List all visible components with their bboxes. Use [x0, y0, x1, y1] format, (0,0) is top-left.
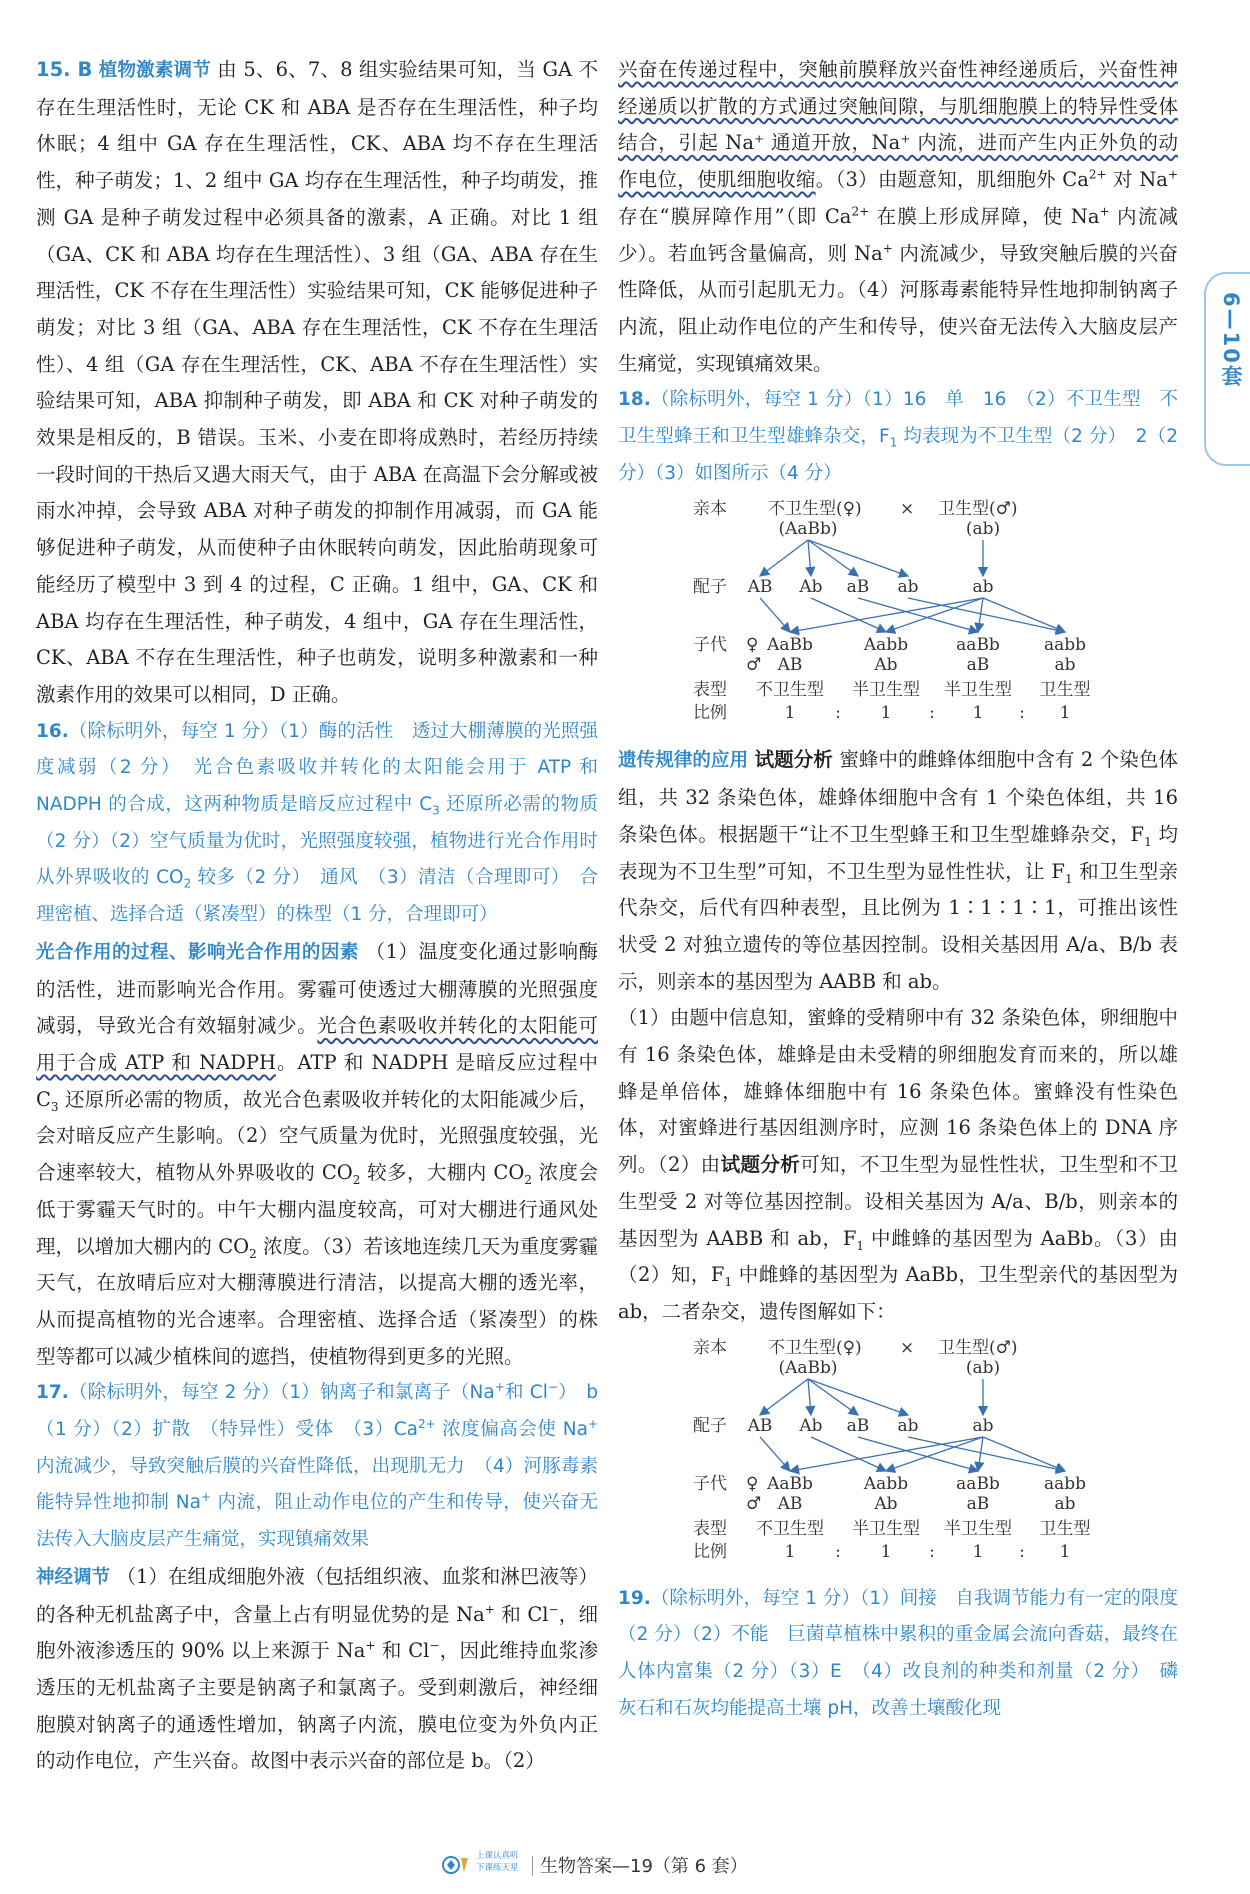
q16-wavy-underline: 光合色素吸收并转化的太阳能可用于合成 ATP 和 NADPH — [36, 1014, 598, 1074]
q17-answer-text: 和 Cl — [504, 1382, 548, 1404]
q18-exp-text: 中雌蜂的基因型为 AaBb。（3）由（2）知，F — [618, 1226, 1179, 1287]
offspring-male-gamete: Ab — [874, 1493, 898, 1514]
q18-number: 18. — [618, 389, 651, 411]
q16-answer-text: （除标明外，每空 1 分）（1）酶的活性 透过大棚薄膜的光照强度减弱（2 分） 光合色素吸收并转化的太阳能会用于 ATP 和 NADPH 的合成，这两种物质是暗反应过程中 C — [36, 720, 598, 816]
phenotype: 半卫生型 — [944, 1518, 1012, 1539]
parent-male: 卫生型(♂) — [938, 499, 1018, 520]
superscript: + — [365, 1638, 376, 1653]
ratio-separator: : — [835, 703, 841, 724]
q18-answer-text: 均表现为不卫生型（2 分） 2（2 分）（3）如图所示（4 分） — [618, 426, 1178, 484]
left-column — [36, 52, 598, 1780]
subscript: 3 — [50, 1099, 59, 1114]
cross-arrow — [808, 1379, 811, 1415]
superscript: + — [200, 1490, 212, 1505]
q17-exp-text: 内流减少）。若血钙含量偏高，则 Na — [618, 204, 1178, 265]
q18-explanation-2 — [618, 1000, 1178, 1330]
q17-exp-text: 内流减少，导致突触后膜的兴奋性降低，从而引起肌无力。（4）河豚毒素能特异性地抑制钠离子内流，阻止动作电位的产生和传导，使兴奋无法传入大脑皮层产生痛觉，实现镇痛效果。 — [618, 241, 1179, 375]
q18-exp-text: 可知，不卫生型为显性性状，卫生型和不卫生型受 2 对等位基因控制。设相关基因为 A/a、B/b，则亲本的基因型为 AABB 和 ab，F — [618, 1153, 1178, 1250]
male-symbol: ♂ — [746, 1493, 762, 1514]
cross-arrow — [760, 598, 790, 632]
ratio-separator: : — [1019, 1541, 1025, 1562]
q17-explanation-left — [36, 1559, 598, 1780]
cross-diagram-content — [693, 499, 1091, 723]
cross-arrow — [808, 1379, 908, 1415]
q17-exp-text: 和 Cl — [375, 1639, 430, 1663]
slogan-line: 上课认真听 — [476, 1851, 519, 1861]
q19-answer — [618, 1581, 1178, 1728]
page-number: 生物答案—19（第 6 套） — [540, 1856, 748, 1877]
q18-exp-text: 中雌蜂的基因型为 AaBb，卫生型亲代的基因型为 ab，二者杂交，遗传图解如下： — [618, 1263, 1178, 1323]
cross-arrow — [808, 540, 811, 576]
q17-exp-text: 和 Cl — [494, 1602, 549, 1626]
gamete-label: 配子 — [693, 1415, 727, 1436]
q17-exp-text: 存在“膜屏障作用”（即 Ca — [618, 204, 852, 228]
phenotype: 卫生型 — [1039, 680, 1091, 701]
ratio-value: 1 — [1059, 703, 1071, 724]
superscript: 2+ — [851, 204, 870, 219]
subscript: 2 — [183, 877, 192, 892]
q18-exp-text: 均表现为不卫生型”可知，不卫生型为显性性状，让 F — [618, 822, 1178, 883]
q15-number: 15. B — [36, 58, 93, 81]
cross-arrow — [983, 1437, 1065, 1471]
right-column — [618, 52, 1178, 1728]
offspring-male-gamete: aB — [966, 655, 990, 676]
cross-arrow — [908, 1437, 1065, 1471]
q19-answer-text: （除标明外，每空 1 分）（1）间接 自我调节能力有一定的限度（2 分）（2）不能 巨菌草植株中累积的重金属会流向香菇，最终在人体内富集（2 分）（3）E （4）改良剂的种类和剂量（2 分） 磷灰石和石灰均能提高土壤 pH，改善土壤酸化现 — [618, 1587, 1178, 1719]
brand-logo-icon — [441, 1852, 471, 1878]
q17-answer-text: 内流，阻止动作电位的产生和传导，使兴奋无法传入大脑皮层产生痛觉，实现镇痛效果 — [36, 1492, 598, 1551]
offspring-genotype: aaBb — [956, 635, 1000, 656]
q18-exp-bold: 试题分析 — [720, 1153, 801, 1177]
q18-exp-text: （1）由题中信息知，蜜蜂的受精卵中有 32 条染色体，卵细胞中有 16 条染色体，雄蜂是由未受精的卵细胞发育而来的，所以雄蜂是单倍体，雄蜂体细胞中有 16 条染色体。蜜蜂没有性染色体，对蜜蜂进行基因组测序时，应测 16 条染色体上的 DNA 序列。（2）由 — [618, 1006, 1178, 1177]
q18-explanation — [618, 742, 1178, 1000]
offspring-genotype: Aabb — [863, 635, 909, 656]
q16-answer-text: 较多（2 分） 通风 （3）清洁（合理即可） 合理密植、选择合适（紧凑型）的株型（1 分，合理即可） — [36, 867, 598, 926]
offspring-male-gamete: aB — [966, 1493, 990, 1514]
q16-exp-text: 。ATP 和 NADPH 是暗反应过程中 C — [36, 1050, 598, 1111]
q18-exp-text: 蜜蜂中的雌蜂体细胞中含有 2 个染色体组，共 32 条染色体，雄蜂体细胞中含有 1 个染色体组，共 16 条染色体。根据题干“让不卫生型蜂王和卫生型雄蜂杂交，F — [618, 748, 1178, 846]
q18-exp-text: 和卫生型亲代杂交，后代有四种表型，且比例为 1∶1∶1∶1，可推出该性状受 2 对独立遗传的等位基因控制。设相关基因用 A/a、B/b 表示，则亲本的基因型为 AABB 和 ab。 — [618, 859, 1178, 993]
parent-male: 卫生型(♂) — [938, 1337, 1018, 1358]
q15-topic-tag: 植物激素调节 — [98, 60, 211, 81]
male-gamete: ab — [972, 1415, 994, 1436]
ratio-label: 比例 — [693, 1541, 727, 1562]
offspring-genotype: AaBb — [767, 635, 813, 656]
ratio-separator: : — [929, 703, 935, 724]
q16-exp-text: 浓度。（3）若该地连续几天为重度雾霾天气，在放晴后应对大棚薄膜进行清洁，以提高大棚的透光率，从而提高植物的光合速率。合理密植、选择合适（紧凑型）的株型等都可以减少植株间的遮挡，使植物得到更多的光照。 — [36, 1234, 598, 1368]
offspring-male-gamete: AB — [777, 1493, 803, 1514]
q17-exp-text: 对 Na — [1106, 168, 1168, 192]
gamete: Ab — [799, 577, 823, 598]
gamete: aB — [846, 577, 870, 598]
gamete: ab — [897, 1415, 919, 1436]
parent-female: 不卫生型(♀) — [768, 1337, 862, 1358]
cross-arrow — [760, 1379, 808, 1415]
cross-arrow — [790, 1437, 983, 1471]
ratio-value: 1 — [972, 1541, 984, 1562]
superscript: − — [548, 1602, 559, 1617]
q16-exp-text: 较多，大棚内 CO — [360, 1161, 525, 1185]
cross-arrow — [808, 1379, 858, 1415]
cross-arrow — [808, 540, 908, 576]
ratio-value: 1 — [784, 1541, 796, 1562]
offspring-genotype: aabb — [1043, 1473, 1087, 1494]
cross-arrow — [808, 540, 858, 576]
q17-answer — [36, 1375, 598, 1559]
gamete: aB — [846, 1415, 870, 1436]
superscript: + — [1167, 167, 1178, 182]
genotype-male: (ab) — [965, 519, 1001, 540]
gamete: ab — [897, 577, 919, 598]
set-range-tab — [1204, 272, 1250, 466]
subscript: 1 — [889, 435, 898, 450]
q16-answer-text: 还原所必需的物质（2 分）（2）空气质量为优时，光照强度较强，植物进行光合作用时从外界吸收的 CO — [36, 794, 598, 889]
offspring-male-gamete: ab — [1054, 655, 1076, 676]
subscript: 3 — [432, 803, 440, 818]
phenotype: 半卫生型 — [852, 1518, 920, 1539]
q17-wavy-underline: 兴奋在传递过程中，突触前膜释放兴奋性神经递质后，兴奋性神经递质以扩散的方式通过突触间隙，与肌细胞膜上的特异性受体结合，引起 Na⁺ 通道开放，Na⁺ 内流，进而产生内正外负的动作电位，使肌细胞收缩 — [618, 58, 1178, 192]
ratio-value: 1 — [880, 1541, 892, 1562]
footer-divider — [532, 1856, 533, 1876]
q17-answer-text: 浓度偏高会使 Na — [435, 1419, 588, 1441]
subscript: 2 — [352, 1172, 361, 1187]
subscript: 1 — [724, 1275, 733, 1290]
superscript: + — [587, 1416, 599, 1431]
subscript: 2 — [249, 1246, 257, 1261]
ratio-value: 1 — [880, 703, 892, 724]
parent-female: 不卫生型(♀) — [768, 499, 862, 520]
superscript: + — [494, 1380, 505, 1395]
q17-number: 17. — [36, 1382, 69, 1404]
cross-arrow — [790, 598, 983, 632]
q17-exp-text: 在膜上形成屏障，使 Na — [869, 204, 1100, 228]
ratio-value: 1 — [784, 703, 796, 724]
offspring-genotype: aaBb — [956, 1473, 1000, 1494]
phenotype: 不卫生型 — [756, 1518, 824, 1539]
female-symbol: ♀ — [746, 1473, 759, 1494]
genotype-female: (AaBb) — [778, 519, 838, 540]
cross-arrow — [760, 540, 808, 576]
genetic-cross-diagram-2 — [618, 1331, 1178, 1581]
subscript: 1 — [1064, 871, 1073, 886]
male-symbol: ♂ — [746, 655, 762, 676]
q16-exp-text: 还原所必需的物质，故光合色素吸收并转化的太阳能减少后，会对暗反应产生影响。（2）空气质量为优时，光照强度较强，光合速率较大，植物从外界吸收的 CO — [36, 1087, 598, 1185]
q15-block — [36, 52, 598, 714]
gamete: AB — [747, 1415, 773, 1436]
q17-topic-tag: 神经调节 — [36, 1566, 111, 1588]
ratio-value: 1 — [972, 703, 984, 724]
parent-label: 亲本 — [693, 1337, 727, 1358]
q17-answer-text: 内流减少，导致突触后膜的兴奋性降低，出现肌无力 （4）河豚毒素能特异性地抑制 Na — [36, 1455, 598, 1514]
set-range-label: 6—10套 — [1219, 292, 1243, 388]
q16-number: 16. — [36, 720, 69, 742]
q18-topic-tag: 遗传规律的应用 — [618, 750, 749, 772]
cross-arrow — [760, 1437, 790, 1471]
female-symbol: ♀ — [746, 635, 759, 656]
offspring-genotype: AaBb — [767, 1473, 813, 1494]
subscript: 1 — [1144, 834, 1152, 849]
offspring-label: 子代 — [693, 1473, 727, 1494]
offspring-male-gamete: ab — [1054, 1493, 1076, 1514]
ratio-label: 比例 — [693, 703, 727, 724]
cross-symbol: × — [900, 499, 915, 520]
phenotype: 半卫生型 — [852, 680, 920, 701]
offspring-genotype: aabb — [1043, 635, 1087, 656]
q16-explanation — [36, 934, 598, 1375]
genotype-male: (ab) — [965, 1357, 1001, 1378]
superscript: + — [1099, 204, 1110, 219]
genetic-cross-diagram-1 — [618, 492, 1178, 742]
offspring-male-gamete: AB — [777, 655, 803, 676]
cross-arrow — [978, 1437, 983, 1471]
cross-arrow — [983, 598, 1065, 632]
q16-topic-tag: 光合作用的过程、影响光合作用的因素 — [36, 941, 359, 963]
superscript: + — [484, 1602, 495, 1617]
q17-exp-text: （1）在组成细胞外液（包括组织液、血浆和淋巴液等）的各种无机盐离子中，含量上占有明显优势的是 Na — [36, 1564, 598, 1626]
cross-arrow — [908, 598, 1065, 632]
phenotype-label: 表型 — [693, 1518, 727, 1539]
offspring-genotype: Aabb — [863, 1473, 909, 1494]
slogan-line: 下课练天星 — [476, 1863, 519, 1873]
ratio-separator: : — [1019, 703, 1025, 724]
q16-exp-text: 浓度会低于雾霾天气时的。中午大棚内温度较高，可对大棚进行通风处理，以增加大棚内的 CO — [36, 1161, 598, 1258]
cross-diagram-content — [693, 1338, 1091, 1562]
phenotype-label: 表型 — [693, 680, 727, 701]
genotype-female: (AaBb) — [778, 1357, 838, 1378]
q18-answer-text: （除标明外，每空 1 分）（1）16 单 16 （2）不卫生型 不卫生型蜂王和卫生型雄蜂杂交，F — [618, 389, 1178, 448]
q17-exp-text: 。（3）由题意知，肌细胞外 Ca — [815, 168, 1089, 192]
phenotype: 不卫生型 — [756, 680, 824, 701]
ratio-value: 1 — [1059, 1541, 1071, 1562]
q16-exp-text: （1）温度变化通过影响酶的活性，进而影响光合作用。雾霾可使透过大棚薄膜的光照强度减弱，导致光合有效辐射减少。 — [36, 939, 598, 1038]
gamete: AB — [747, 577, 773, 598]
q16-answer — [36, 714, 598, 934]
offspring-label: 子代 — [693, 635, 727, 656]
ratio-separator: : — [835, 1541, 841, 1562]
q19-number: 19. — [618, 1587, 651, 1609]
brand-slogan — [476, 1850, 519, 1874]
phenotype: 半卫生型 — [944, 680, 1012, 701]
q18-analysis-label: 试题分析 — [754, 748, 834, 772]
parent-label: 亲本 — [693, 499, 727, 520]
q17-exp-text: ，细胞外液渗透压的 90% 以上来源于 Na — [36, 1602, 598, 1663]
q17-answer-text: ） b（1 分）（2）扩散 （特异性）受体 （3）Ca — [36, 1382, 598, 1441]
superscript: + — [882, 241, 893, 256]
subscript: 2 — [524, 1172, 532, 1187]
male-gamete: ab — [972, 577, 994, 598]
q15-explanation: 由 5、6、7、8 组实验结果可知，当 GA 不存在生理活性时，无论 CK 和 ABA 是否存在生理活性，种子均休眠；4 组中 GA 存在生理活性，CK、ABA 均不存在生理活性，种子萌发；1、2 组中 GA 均存在生理活性，种子均萌发，推测 GA 是种子萌发过程中必须具备的激素，A 正确。对比 1 组（GA、CK 和 ABA 均存在生理活性）、3 组（GA、ABA 存在生理活性，CK 不存在生理活性）实验结果可知，CK 能够促进种子萌发；对比 3 组（GA、ABA 存在生理活性，CK 不存在生理活性）、4 组（GA 存在生理活性，CK、ABA 不存在生理活性）实验结果可知，ABA 抑制种子萌发，即 ABA 和 CK 对种子萌发的效果是相反的，B 错误。玉米、小麦在即将成熟时，若经历持续一段时间的干热后又遇大雨天气，由于 ABA 在高温下会分解或被雨水冲掉，会导致 ABA 对种子萌发的抑制作用减弱，而 GA 能够促进种子萌发，从而使种子由休眠转向萌发，因此胎萌现象可能经历了模型中 3 到 4 的过程，C 正确。1 组中，GA、CK 和 ABA 均存在生理活性，种子萌发，4 组中，GA 存在生理活性，CK、ABA 不存在生理活性，种子也萌发，说明多种激素和一种激素作用的效果可以相同，D 正确。 — [36, 58, 598, 706]
cross-symbol: × — [900, 1337, 915, 1358]
ratio-separator: : — [929, 1541, 935, 1562]
q17-answer-text: （除标明外，每空 2 分）（1）钠离子和氯离子（Na — [68, 1382, 495, 1404]
q17-exp-text: ，因此维持血浆渗透压的无机盐离子主要是钠离子和氯离子。受到刺激后，神经细胞膜对钠离子的通透性增加，钠离子内流，膜电位变为外负内正的动作电位，产生兴奋。故图中表示兴奋的部位是 b。（2） — [36, 1639, 598, 1773]
phenotype: 卫生型 — [1039, 1518, 1091, 1539]
superscript: − — [547, 1380, 558, 1395]
cross-arrow — [978, 598, 983, 632]
gamete: Ab — [799, 1415, 823, 1436]
gamete-label: 配子 — [693, 577, 727, 598]
q18-answer — [618, 382, 1178, 492]
superscript: 2+ — [1088, 167, 1107, 182]
superscript: 2+ — [418, 1416, 436, 1431]
page-footer — [0, 1848, 1250, 1888]
offspring-male-gamete: Ab — [874, 655, 898, 676]
superscript: − — [429, 1638, 440, 1653]
subscript: 1 — [856, 1238, 864, 1253]
q17-explanation-right — [618, 52, 1178, 382]
